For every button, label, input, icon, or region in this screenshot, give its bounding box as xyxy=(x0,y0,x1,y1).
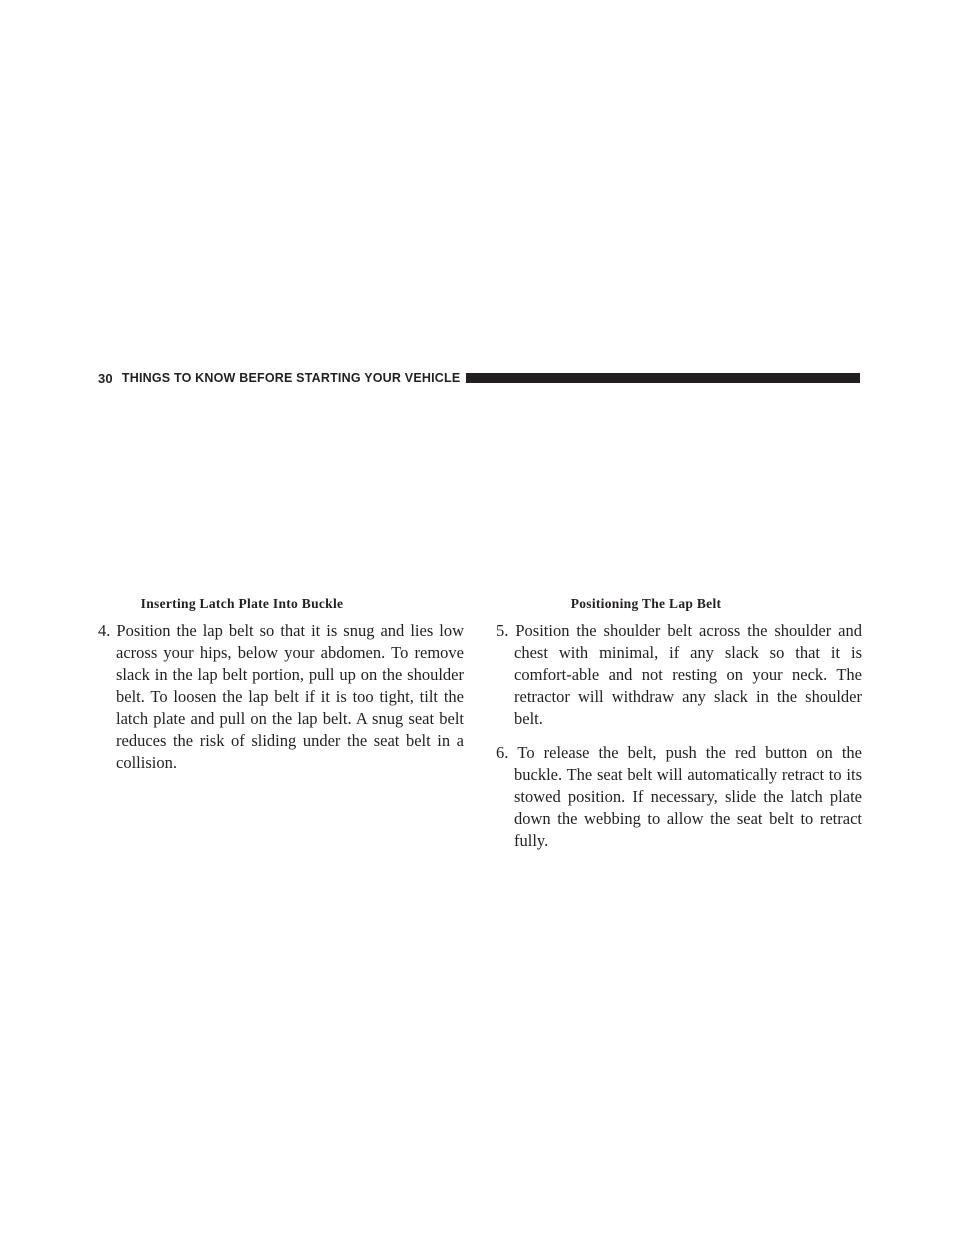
header-rule xyxy=(466,373,860,383)
step-4 xyxy=(98,620,464,774)
figure-caption-latch-plate: Inserting Latch Plate Into Buckle xyxy=(140,596,344,611)
step-text: Position the shoulder belt across the shoulder and chest with minimal, if any slack so that it is comfort-able and not resting on your neck. The retractor will withdraw any slack in the shoulder belt. xyxy=(514,621,862,728)
step-text: Position the lap belt so that it is snug and lies low across your hips, below your abdomen. To remove slack in the lap belt portion, pull up on the shoulder belt. To loosen the lap belt if it is too tight, tilt the latch plate and pull on the lap belt. A snug seat belt reduces the risk of sliding under the seat belt in a collision. xyxy=(116,621,465,772)
step-5 xyxy=(496,620,862,730)
page-header xyxy=(98,370,860,386)
step-number: 6. xyxy=(496,743,509,762)
figure-caption-lap-belt: Positioning The Lap Belt xyxy=(570,596,722,611)
page-number: 30 xyxy=(98,370,113,386)
right-column xyxy=(496,594,862,852)
step-number: 5. xyxy=(496,621,509,640)
section-title: THINGS TO KNOW BEFORE STARTING YOUR VEHICLE xyxy=(121,371,461,385)
left-column xyxy=(98,594,464,774)
step-number: 4. xyxy=(98,621,111,640)
step-6 xyxy=(496,742,862,852)
step-text: To release the belt, push the red button on the buckle. The seat belt will automatically retract to its stowed position. If necessary, slide the latch plate down the webbing to allow the seat belt to retract fully. xyxy=(514,743,863,850)
